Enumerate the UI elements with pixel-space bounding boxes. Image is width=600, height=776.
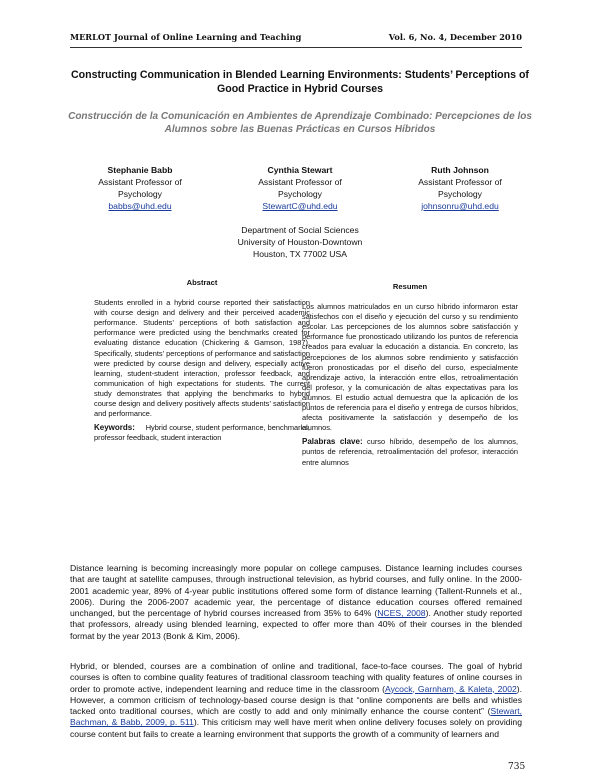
author-role: Assistant Professor of [258,177,342,187]
affiliation-university: University of Houston-Downtown [237,237,363,247]
keywords-text: Hybrid course, student performance, benchmarks, professor feedback, student interaction [94,423,310,443]
body-text-run: ). Another study reported that professors, already using blended learning, expected to offer more than 40% of their courses in the blended format by the year 2013 (Bonk & Kim, 2006). [70,608,522,641]
running-header [70,32,522,42]
affiliation [150,224,450,260]
author-role: Assistant Professor of [98,177,182,187]
header-rule [70,47,522,48]
citation-link-stewart[interactable]: Stewart, Bachman, & Babb, 2009, p. 511 [70,706,522,728]
citation-link-aycock[interactable]: Aycock, Garnham, & Kaleta, 2002 [385,683,517,694]
body-text-run: Hybrid, or blended, courses are a combination of online and traditional, face-to-face courses. The goal of hybrid courses is often to combine quality features of traditional classroom teaching with quality features of online courses in order to promote active, independent learning and reduce time in the classroom ( [70,661,522,694]
palabras-clave-label: Palabras clave: [302,437,363,447]
paper-title: Constructing Communication in Blended Learning Environments: Students’ Perceptions of Good Practice in Hybrid Courses [71,69,529,95]
author-block [230,164,370,212]
body-text-run: Distance learning is becoming increasingly more popular on college campuses. Distance learning includes courses that are taught at satellite campuses, through instructional television, as hybrid courses, and fully online. In the 2000-2001 academic year, 89% of 4-year public institutions offered some form of distance learning (Tallent-Runnels et al., 2006). During the 2006-2007 academic year, the percentage of distance education courses offered remained unchanged, but the percentage of hybrid courses increased from 35% to 64% ( [70,563,522,619]
author-name: Stephanie Babb [107,165,173,175]
author-email-link[interactable]: StewartC@uhd.edu [262,201,338,211]
paper-subtitle-spanish: Construcción de la Comunicación en Ambientes de Aprendizaje Combinado: Percepciones de los Alumnos sobre las Buenas Prácticas en Cursos Híbridos [68,111,532,135]
author-name: Cynthia Stewart [267,165,333,175]
abstract-keywords [94,423,310,443]
resumen-heading: Resumen [392,282,428,291]
page-number: 735 [508,762,526,772]
author-department: Psychology [118,189,162,199]
resumen-keywords [302,437,518,467]
author-role: Assistant Professor of [418,177,502,187]
author-block [390,164,530,212]
resumen-text: Los alumnos matriculados en un curso híbrido informaron estar satisfechos con el diseño y ejecución del curso y su rendimiento escolar. Las percepciones de los alumnos sobre satisfacción y performance fue pronosticado utilizando los puntos de referencia creados para evaluar la educación a distancia. En concreto, las percepciones de los alumnos sobre rendimiento y satisfacción fueron pronosticadas por el diseño del curso, especialmente aprendizaje activo, la interacción entre ellos, retroalimentación del profesor, y la comunicación de altas expectativas para los alumnos. El estudio actual demuestra que la aplicación de los puntos de referencia para el diseño y entrega de cursos híbridos, afecta positivamente la satisfacción y desempeño de los alumnos. [302,302,518,433]
abstract-text: Students enrolled in a hybrid course reported their satisfaction with course design and delivery and their perceived academic performance. Students’ perceptions of both satisfaction and performance were predicted using the benchmarks created for evaluating distance education (Chickering & Gamson, 1987). Specifically, students’ perceptions of performance and satisfaction were predicted by course design and delivery, especially active learning, student-student interaction, professor feedback, and communication of high expectations for students. The current study demonstrates that applying the benchmarks to hybrid course design and delivery positively affects students’ satisfaction and performance. [94,298,310,419]
resumen-column [302,282,518,472]
author-block [70,164,210,212]
issue-info: Vol. 6, No. 4, December 2010 [388,32,522,42]
affiliation-dept: Department of Social Sciences [241,225,359,235]
palabras-clave-text: curso híbrido, desempeño de los alumnos, puntos de referencia, retroalimentación del profesor, interacción entre alumnos [302,437,518,467]
abstract-heading: Abstract [186,278,218,287]
abstract-column [94,278,310,447]
citation-link-nces[interactable]: NCES, 2008 [377,608,426,619]
author-department: Psychology [438,189,482,199]
keywords-label: Keywords: [94,423,135,433]
body-paragraph-1 [70,563,522,642]
body-text-run: ). However, a common criticism of technology-based course design is that “online components are bells and whistles tacked onto traditional courses, which are costly to add and only minimally enhance the course content” ( [70,683,522,717]
body-text-run: ). This criticism may well have merit when online delivery focuses solely on providing course content but fails to create a learning environment that supports the growth of a community of learners and [70,717,522,739]
journal-name: MERLOT Journal of Online Learning and Teaching [70,32,302,42]
author-email-link[interactable]: babbs@uhd.edu [108,201,172,211]
affiliation-city: Houston, TX 77002 USA [253,249,347,259]
body-paragraph-2 [70,661,522,740]
author-email-link[interactable]: johnsonru@uhd.edu [421,201,499,211]
author-department: Psychology [278,189,322,199]
author-list [70,164,530,212]
author-name: Ruth Johnson [431,165,489,175]
